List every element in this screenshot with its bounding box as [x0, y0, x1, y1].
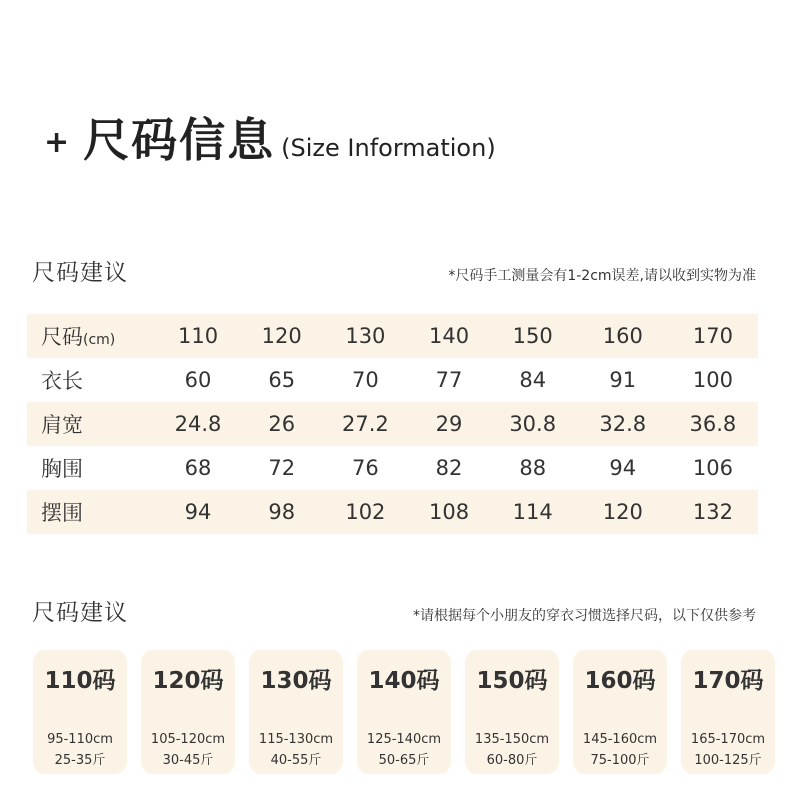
table-row [27, 446, 758, 490]
size-card [573, 650, 667, 774]
table-cell: 24.8 [153, 402, 243, 446]
card-size: 130码 [260, 668, 332, 694]
size-card [465, 650, 559, 774]
card-height: 95-110cm [47, 732, 113, 747]
size-cell: 140 [410, 314, 487, 358]
table-header-row [27, 314, 758, 358]
table-row [27, 402, 758, 446]
card-size: 150码 [476, 668, 548, 694]
size-card [357, 650, 451, 774]
header-label-cell [27, 314, 153, 358]
row-label: 衣长 [41, 369, 83, 393]
table-cell: 120 [578, 490, 668, 534]
card-height: 165-170cm [690, 732, 766, 747]
table-cell: 29 [410, 402, 487, 446]
size-cell: 110 [153, 314, 243, 358]
table-cell: 30.8 [488, 402, 578, 446]
table-cell: 102 [320, 490, 410, 534]
header-label: 尺码 [41, 325, 83, 349]
size-card [681, 650, 775, 774]
table-cell: 106 [692, 456, 733, 480]
title-chinese: 尺码信息 [83, 113, 276, 167]
table-cell: 65 [268, 368, 296, 392]
card-size: 120码 [152, 668, 224, 694]
card-height: 145-160cm [582, 732, 658, 747]
table-cell: 94 [153, 490, 243, 534]
card-height: 125-140cm [366, 732, 442, 747]
header-unit: (cm) [83, 332, 116, 348]
table-cell: 114 [488, 490, 578, 534]
size-card [141, 650, 235, 774]
table-cell: 100 [692, 368, 733, 392]
size-cell: 150 [488, 314, 578, 358]
row-label: 胸围 [41, 457, 83, 481]
plus-icon: + [44, 125, 70, 160]
size-advice-header [32, 594, 756, 627]
card-weight: 100-125斤 [694, 753, 762, 768]
size-card [33, 650, 127, 774]
size-cell: 160 [578, 314, 668, 358]
table-cell: 60 [184, 368, 212, 392]
table-cell: 132 [668, 490, 758, 534]
table-cell: 27.2 [320, 402, 410, 446]
card-size: 140码 [368, 668, 440, 694]
size-table [27, 314, 758, 534]
table-cell: 88 [519, 456, 547, 480]
size-advice-note: *请根据每个小朋友的穿衣习惯选择尺码，以下仅供参考 [413, 608, 756, 624]
table-cell: 108 [410, 490, 487, 534]
card-weight: 75-100斤 [590, 753, 650, 768]
table-cell: 82 [435, 456, 463, 480]
table-cell: 77 [435, 368, 463, 392]
table-row [27, 358, 758, 402]
card-height: 105-120cm [150, 732, 226, 747]
table-cell: 84 [519, 368, 547, 392]
table-cell: 36.8 [668, 402, 758, 446]
row-label: 摆围 [27, 490, 153, 534]
size-card [249, 650, 343, 774]
table-cell: 32.8 [578, 402, 668, 446]
table-cell: 70 [352, 368, 379, 392]
table-cell: 76 [352, 456, 379, 480]
card-size: 170码 [692, 668, 764, 694]
page-title [44, 104, 496, 170]
size-cell: 130 [320, 314, 410, 358]
table-cell: 91 [609, 368, 637, 392]
card-weight: 25-35斤 [54, 753, 106, 768]
table-cell: 68 [184, 456, 212, 480]
card-size: 160码 [584, 668, 656, 694]
size-chart-note: *尺码手工测量会有1-2cm误差,请以收到实物为准 [448, 268, 756, 284]
card-weight: 30-45斤 [162, 753, 214, 768]
size-cards [33, 650, 775, 774]
size-advice-title: 尺码建议 [32, 600, 128, 626]
card-weight: 40-55斤 [270, 753, 322, 768]
size-cell: 120 [243, 314, 320, 358]
card-weight: 60-80斤 [486, 753, 538, 768]
table-cell: 26 [243, 402, 320, 446]
table-cell: 72 [268, 456, 296, 480]
title-english: (Size Information) [281, 134, 496, 162]
size-chart-header [32, 254, 756, 287]
card-size: 110码 [44, 668, 116, 694]
card-height: 115-130cm [258, 732, 334, 747]
size-chart-title: 尺码建议 [32, 260, 128, 286]
size-cell: 170 [668, 314, 758, 358]
row-label: 肩宽 [27, 402, 153, 446]
table-cell: 94 [609, 456, 637, 480]
table-cell: 98 [243, 490, 320, 534]
table-row [27, 490, 758, 534]
card-height: 135-150cm [474, 732, 550, 747]
card-weight: 50-65斤 [378, 753, 430, 768]
